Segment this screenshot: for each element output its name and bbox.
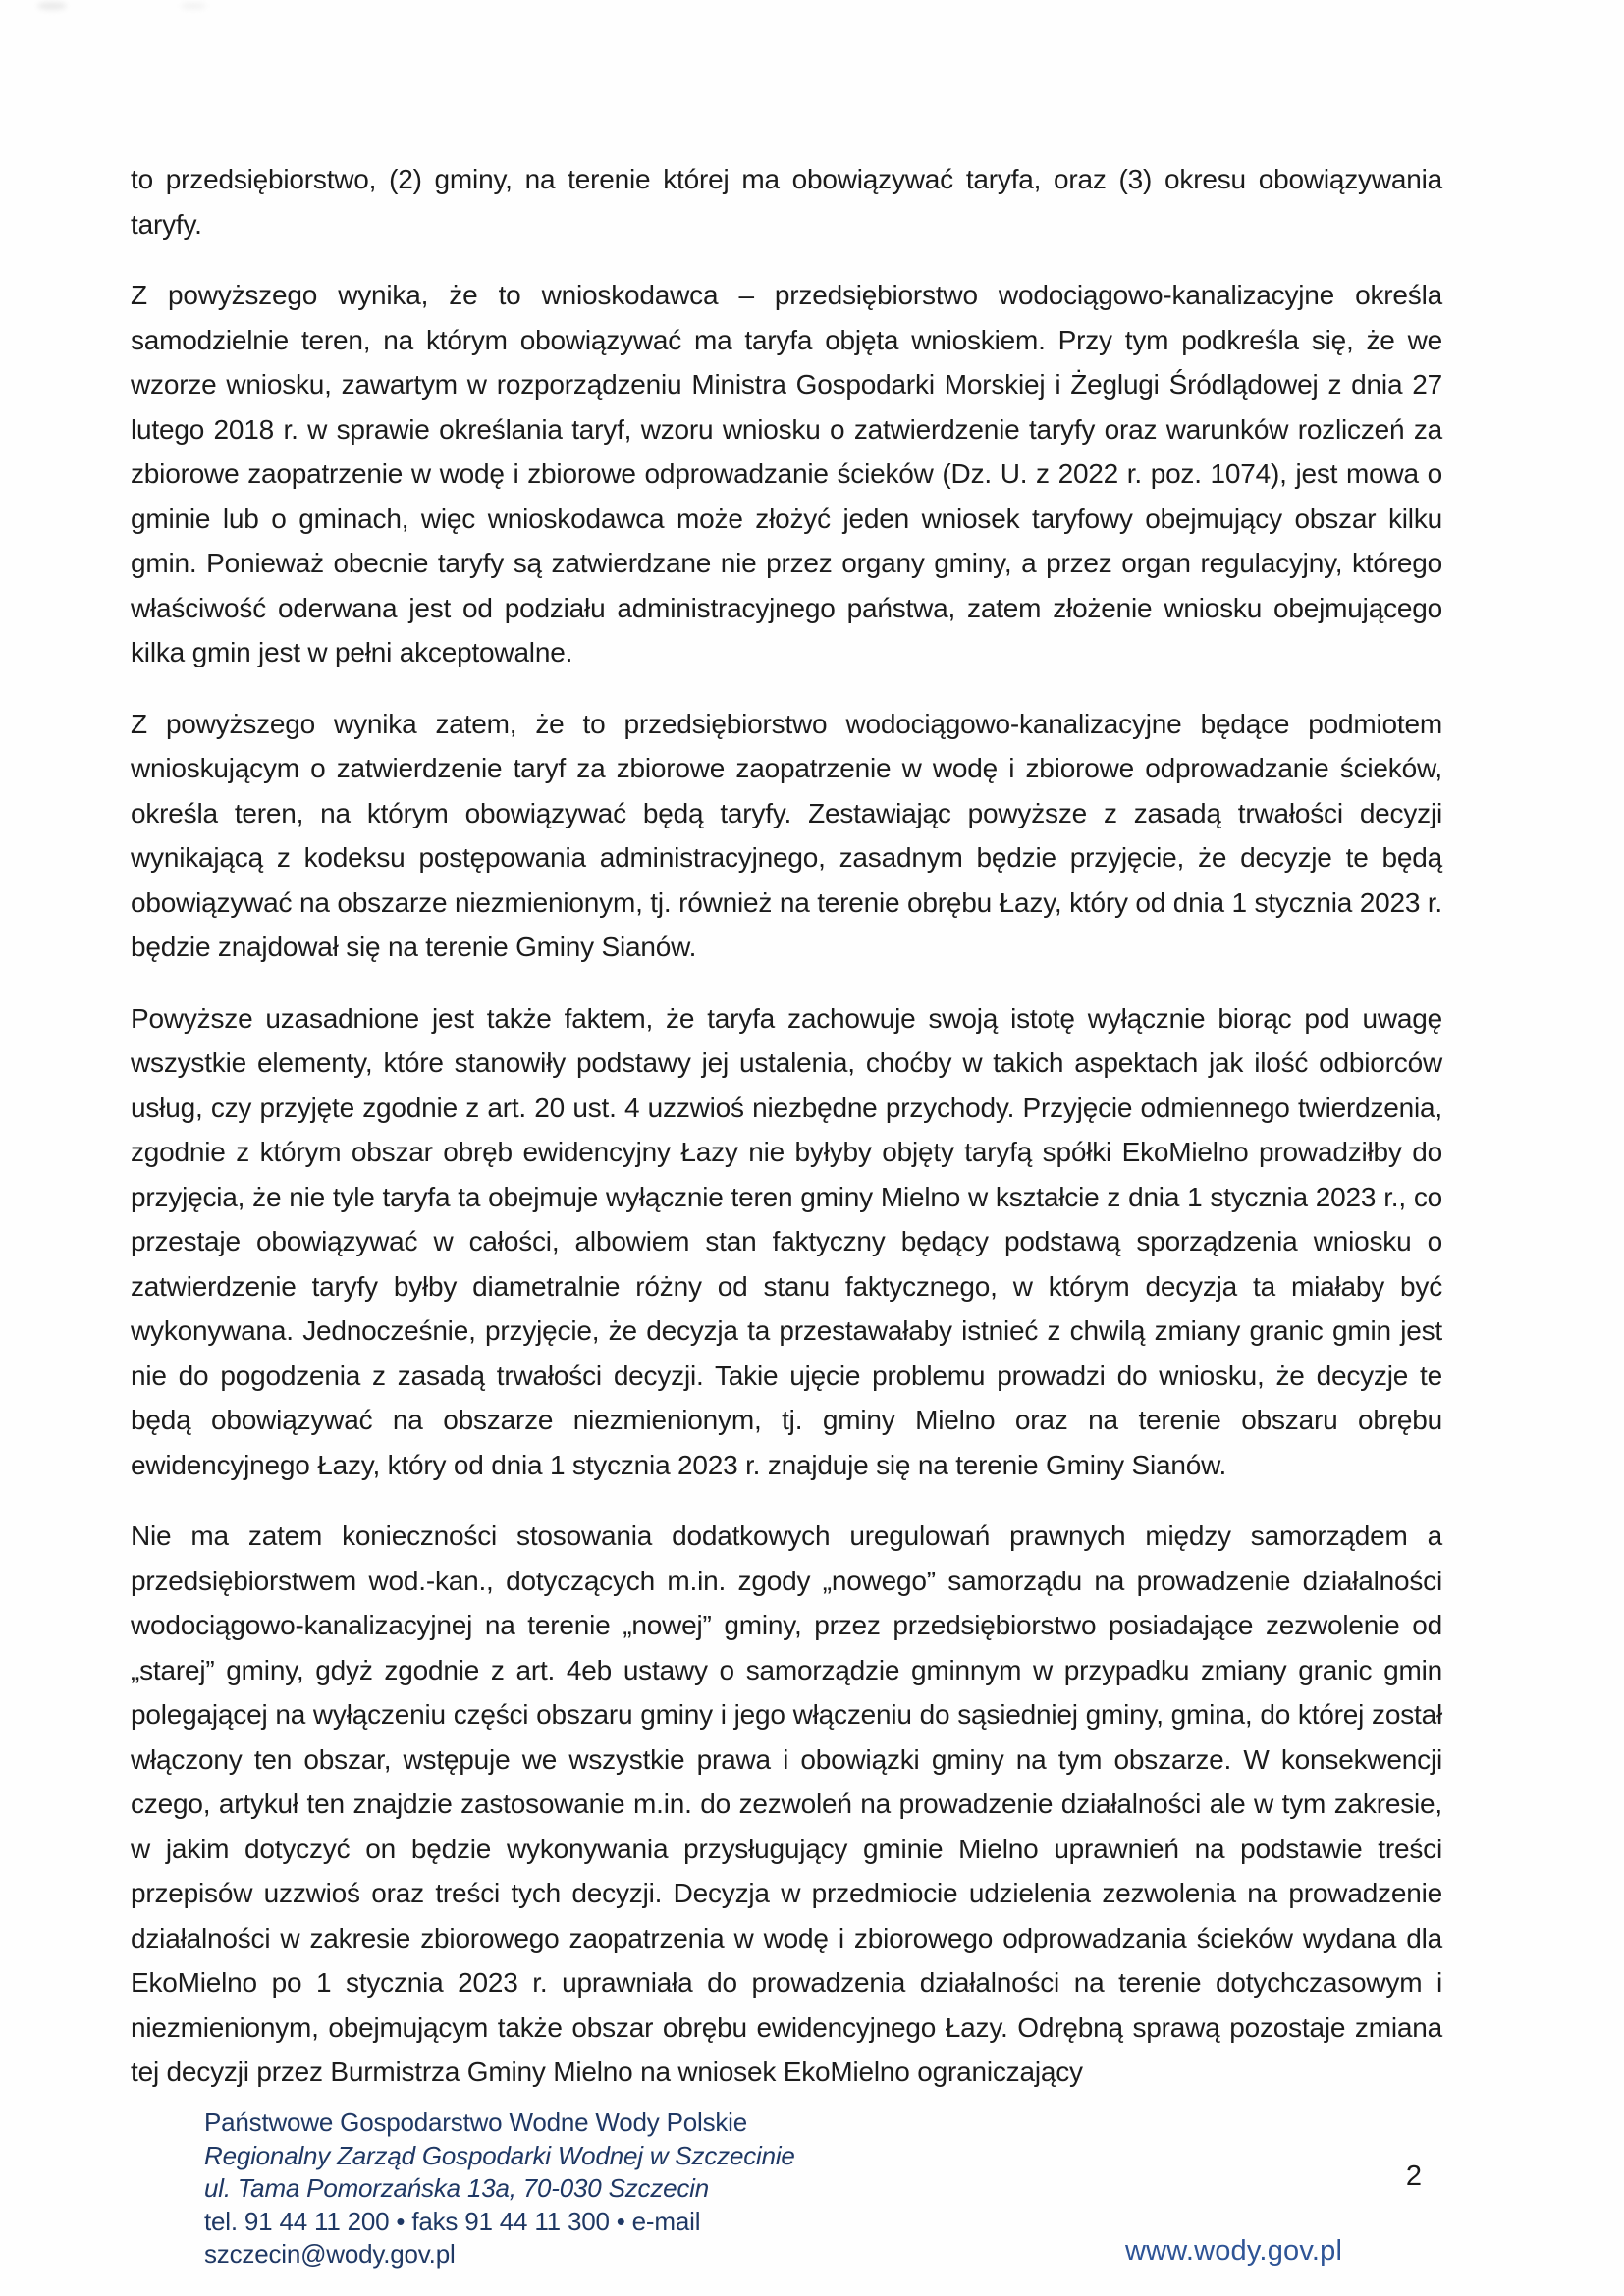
body-paragraph: Z powyższego wynika zatem, że to przedsiębiorstwo wodociągowo-kanalizacyjne będące podmiotem wnioskującym o zatwierdzenie taryf za zbiorowe zaopatrzenie w wodę i zbiorowe odprowadzanie ścieków, określa teren, na którym obowiązywać będą taryfy. Zestawiając powyższe z zasadą trwałości decyzji wynikającą z kodeksu postępowania administracyjnego, zasadnym będzie przyjęcie, że decyzje te będą obowiązywać na obszarze niezmienionym, tj. również na terenie obrębu Łazy, który od dnia 1 stycznia 2023 r. będzie znajdował się na terenie Gminy Sianów. <box>131 708 1442 962</box>
body-paragraph: to przedsiębiorstwo, (2) gminy, na terenie której ma obowiązywać taryfa, oraz (3) okresu obowiązywania taryfy. <box>131 164 1442 240</box>
scan-artifact-smudge <box>181 3 206 9</box>
scan-artifact-smudge <box>37 2 67 10</box>
page-number: 2 <box>1405 2161 1423 2192</box>
body-paragraph: Powyższe uzasadnione jest także faktem, że taryfa zachowuje swoją istotę wyłącznie biorąc pod uwagę wszystkie elementy, które stanowiły podstawy jej ustalenia, choćby w takich aspektach jak ilość odbiorców usług, czy przyjęte zgodnie z art. 20 ust. 4 uzzwioś niezbędne przychody. Przyjęcie odmiennego twierdzenia, zgodnie z którym obszar obręb ewidencyjny Łazy nie byłyby objęty taryfą spółki EkoMielno prowadziłby do przyjęcia, że nie tyle taryfa ta obejmuje wyłącznie teren gminy Mielno w kształcie z dnia 1 stycznia 2023 r., co przestaje obowiązywać w całości, albowiem stan faktyczny będący podstawą sporządzenia wniosku o zatwierdzenie taryfy byłby diametralnie różny od stanu faktycznego, w którym decyzja ta miałaby być wykonywana. Jednocześnie, przyjęcie, że decyzja ta przestawałaby istnieć z chwilą zmiany granic gmin jest nie do pogodzenia z zasadą trwałości decyzji. Takie ujęcie problemu prowadzi do wniosku, że decyzje te będą obowiązywać na obszarze niezmienionym, tj. gminy Mielno oraz na terenie obszaru obrębu ewidencyjnego Łazy, który od dnia 1 stycznia 2023 r. znajduje się na terenie Gminy Sianów. <box>131 1002 1442 1480</box>
body-paragraph: Z powyższego wynika, że to wnioskodawca – przedsiębiorstwo wodociągowo-kanalizacyjne określa samodzielnie teren, na którym obowiązywać ma taryfa objęta wnioskiem. Przy tym podkreśla się, że we wzorze wniosku, zawartym w rozporządzeniu Ministra Gospodarki Morskiej i Żeglugi Śródlądowej z dnia 27 lutego 2018 r. w sprawie określania taryf, wzoru wniosku o zatwierdzenie taryfy oraz warunków rozliczeń za zbiorowe zaopatrzenie w wodę i zbiorowe odprowadzanie ścieków (Dz. U. z 2022 r. poz. 1074), jest mowa o gminie lub o gminach, więc wnioskodawca może złożyć jeden wniosek taryfowy obejmujący obszar kilku gmin. Ponieważ obecnie taryfy są zatwierdzane nie przez organy gminy, a przez organ regulacyjny, którego właściwość oderwana jest od podziału administracyjnego państwa, zatem złożenie wniosku obejmującego kilka gmin jest w pełni akceptowalne. <box>131 280 1442 667</box>
footer-email: szczecin@wody.gov.pl <box>204 2239 456 2269</box>
document-body <box>131 157 1442 2121</box>
footer-website: www.wody.gov.pl <box>1125 2235 1343 2267</box>
footer-contact: tel. 91 44 11 200 • faks 91 44 11 300 • e-mail <box>204 2206 701 2236</box>
body-paragraph: Nie ma zatem konieczności stosowania dodatkowych uregulowań prawnych między samorządem a przedsiębiorstwem wod.-kan., dotyczących m.in. zgody „nowego” samorządu na prowadzenie działalności wodociągowo-kanalizacyjnej na terenie „nowej” gminy, przez przedsiębiorstwo posiadające zezwolenie od „starej” gminy, gdyż zgodnie z art. 4eb ustawy o samorządzie gminnym w przypadku zmiany granic gmin polegającej na wyłączeniu części obszaru gminy i jego włączeniu do sąsiedniej gminy, gmina, do której został włączony ten obszar, wstępuje we wszystkie prawa i obowiązki gminy na tym obszarze. W konsekwencji czego, artykuł ten znajdzie zastosowanie m.in. do zezwoleń na prowadzenie działalności ale w tym zakresie, w jakim dotyczyć on będzie wykonywania przysługujący gminie Mielno uprawnień na podstawie treści przepisów uzzwioś oraz treści tych decyzji. Decyzja w przedmiocie udzielenia zezwolenia na prowadzenie działalności w zakresie zbiorowego zaopatrzenia w wodę i zbiorowego odprowadzania ścieków wydana dla EkoMielno po 1 stycznia 2023 r. uprawniała do prowadzenia działalności na terenie dotychczasowym i niezmienionym, obejmującym także obszar obrębu ewidencyjnego Łazy. Odrębną sprawą pozostaje zmiana tej decyzji przez Burmistrza Gminy Mielno na wniosek EkoMielno ograniczający <box>131 1521 1442 2087</box>
footer-address: ul. Tama Pomorzańska 13a, 70-030 Szczecin <box>204 2173 710 2203</box>
footer-address-block <box>204 2107 813 2271</box>
footer-org-unit: Regionalny Zarząd Gospodarki Wodnej w Szczecinie <box>204 2140 795 2170</box>
footer-org-name: Państwowe Gospodarstwo Wodne Wody Polskie <box>204 2108 748 2137</box>
